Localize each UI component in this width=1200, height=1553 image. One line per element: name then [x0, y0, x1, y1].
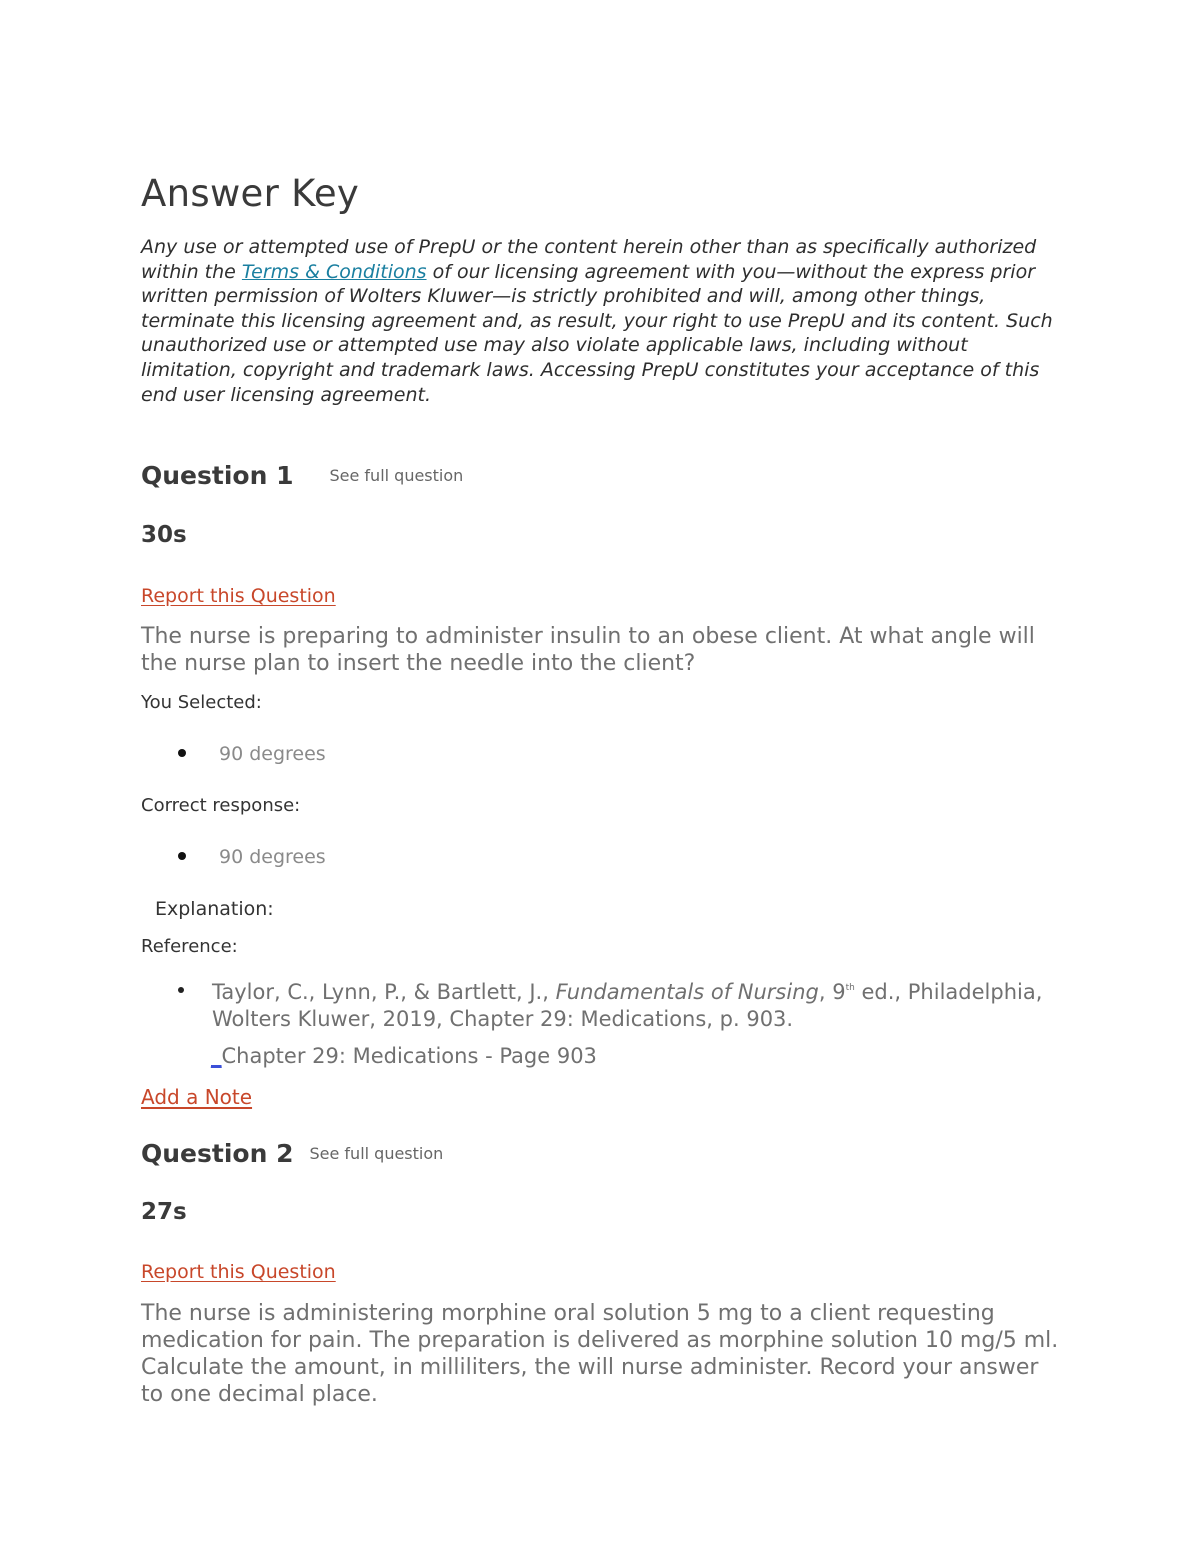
- explanation-label: Explanation:: [155, 898, 274, 920]
- reference-edition: , 9: [818, 980, 846, 1004]
- bullet-icon: [178, 852, 186, 860]
- see-full-question-link[interactable]: See full question: [329, 466, 464, 485]
- license-disclaimer: [141, 235, 1056, 407]
- you-selected-label: You Selected:: [141, 692, 262, 713]
- chapter-link-text[interactable]: Chapter 29: Medications - Page 903: [221, 1044, 597, 1068]
- question-1-time: 30s: [141, 522, 187, 548]
- bullet-icon: [178, 987, 184, 993]
- question-2-time: 27s: [141, 1199, 187, 1225]
- question-1-heading: [141, 461, 463, 490]
- disclaimer-text-before: Any use or attempted use of PrepU or the content herein other than as specifically authorized within the: [141, 236, 1037, 283]
- question-2-text: The nurse is administering morphine oral solution 5 mg to a client requesting medication for pain. The preparation is delivered as morphine solution 10 mg/5 ml. Calculate the amount, in milliliters, the will nurse administer. Record your answer to one decimal place.: [141, 1301, 1059, 1407]
- question-2-heading: [141, 1139, 443, 1168]
- terms-conditions-link[interactable]: Terms & Conditions: [241, 260, 427, 283]
- reference-book-title: Fundamentals of Nursing: [555, 980, 819, 1004]
- selected-answer: 90 degrees: [219, 743, 326, 765]
- reference-publication: ed., Philadelphia, Wolters Kluwer, 2019, Chapter 29: Medications, p. 903.: [212, 980, 1043, 1031]
- reference-edition-sup: th: [845, 983, 855, 993]
- add-note-link[interactable]: Add a Note: [141, 1085, 253, 1109]
- report-question-link[interactable]: Report this Question: [141, 585, 336, 607]
- bullet-icon: [178, 749, 186, 757]
- question-1-title: Question 1: [141, 461, 294, 490]
- question-1-text: The nurse is preparing to administer insulin to an obese client. At what angle will the nurse plan to insert the needle into the client?: [141, 624, 1035, 676]
- chapter-page-link[interactable]: [211, 1044, 597, 1068]
- page-title: Answer Key: [141, 172, 360, 215]
- see-full-question-link[interactable]: See full question: [309, 1144, 444, 1163]
- report-question-link[interactable]: Report this Question: [141, 1261, 336, 1283]
- link-underscore[interactable]: _: [211, 1044, 222, 1068]
- correct-answer: 90 degrees: [219, 846, 326, 868]
- question-2-title: Question 2: [141, 1139, 294, 1168]
- reference-citation: [212, 975, 1072, 1033]
- reference-label: Reference:: [141, 936, 238, 957]
- correct-response-label: Correct response:: [141, 795, 301, 816]
- disclaimer-text-after: of our licensing agreement with you—without the express prior written permission of Wolters Kluwer—is strictly prohibited and will, among other things, terminate this licensing agreement and, as result, your right to use PrepU and its content. Such unauthorized use or attempted use may also violate applicable laws, including without limitation, copyright and trademark laws. Accessing PrepU constitutes your acceptance of this end user licensing agreement.: [141, 260, 1053, 406]
- reference-authors: Taylor, C., Lynn, P., & Bartlett, J.,: [212, 980, 556, 1004]
